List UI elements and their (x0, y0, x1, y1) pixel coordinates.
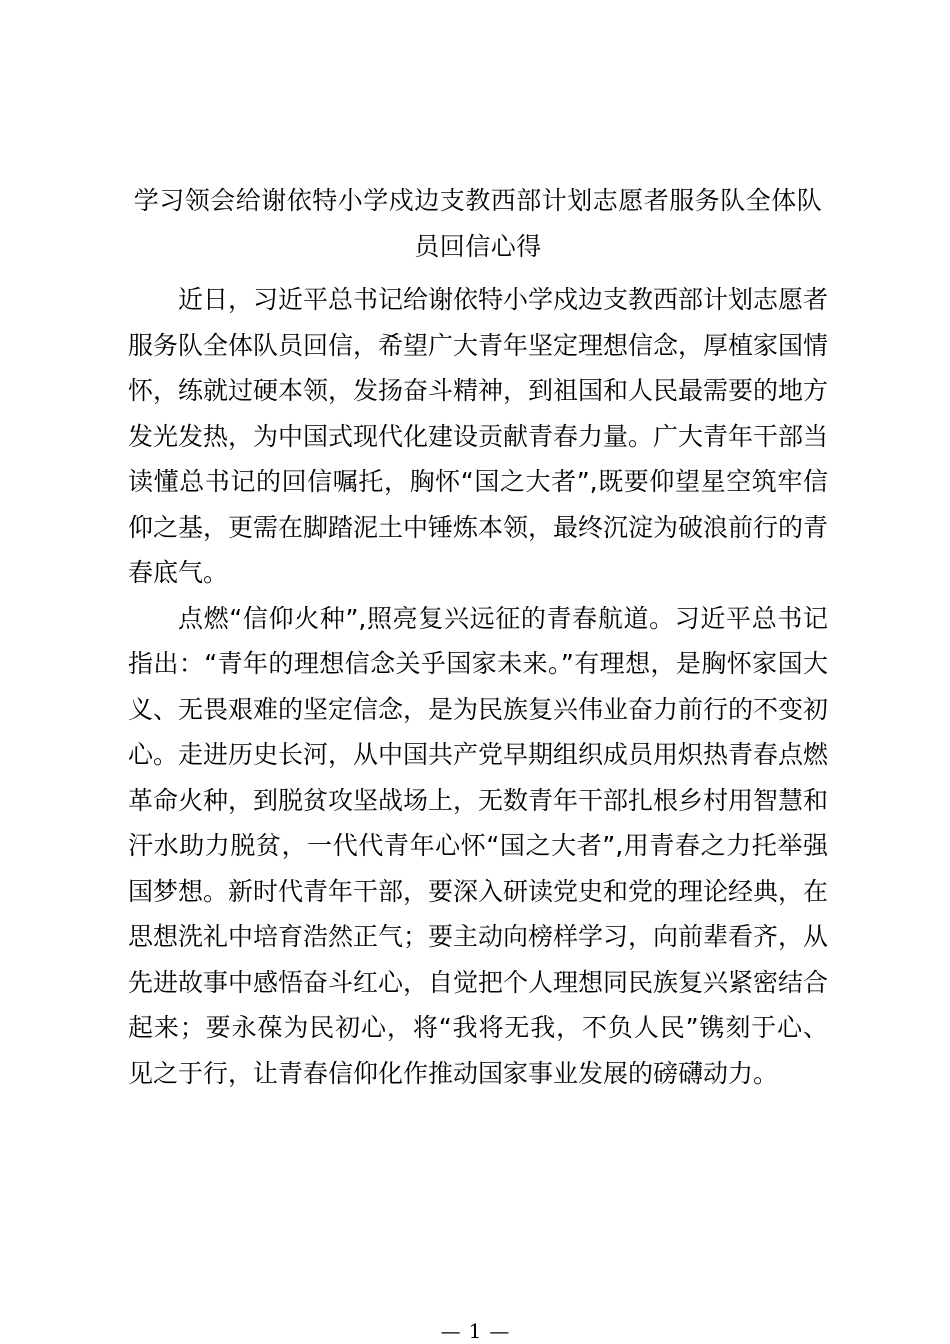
paragraph-1: 近日，习近平总书记给谢依特小学戍边支教西部计划志愿者服务队全体队员回信，希望广大青年坚定理想信念，厚植家国情怀，练就过硬本领，发扬奋斗精神，到祖国和人民最需要的地方发光发热，为中国式现代化建设贡献青春力量。广大青年干部当读懂总书记的回信嘱托，胸怀“国之大者”,既要仰望星空筑牢信仰之基，更需在脚踏泥土中锤炼本领，最终沉淀为破浪前行的青春底气。 (128, 285, 829, 587)
document-body (128, 277, 828, 1096)
footer-dash-right: — (489, 1319, 510, 1343)
page-number: 1 (468, 1319, 482, 1343)
page-footer (0, 1318, 950, 1344)
paragraph-2: 点燃“信仰火种”,照亮复兴远征的青春航道。习近平总书记指出：“青年的理想信念关乎国家未来。”有理想，是胸怀家国大义、无畏艰难的坚定信念，是为民族复兴伟业奋力前行的不变初心。走进历史长河，从中国共产党早期组织成员用炽热青春点燃革命火种，到脱贫攻坚战场上，无数青年干部扎根乡村用智慧和汗水助力脱贫，一代代青年心怀“国之大者”,用青春之力托举强国梦想。新时代青年干部，要深入研读党史和党的理论经典，在思想洗礼中培育浩然正气；要主动向榜样学习，向前辈看齐，从先进故事中感悟奋斗红心，自觉把个人理想同民族复兴紧密结合起来；要永葆为民初心，将“我将无我，不负人民”镌刻于心、见之于行，让青春信仰化作推动国家事业发展的磅礴动力。 (128, 603, 829, 1088)
document-title: 学习领会给谢依特小学戍边支教西部计划志愿者服务队全体队员回信心得 (133, 186, 823, 261)
footer-dash-left: — (440, 1319, 461, 1343)
